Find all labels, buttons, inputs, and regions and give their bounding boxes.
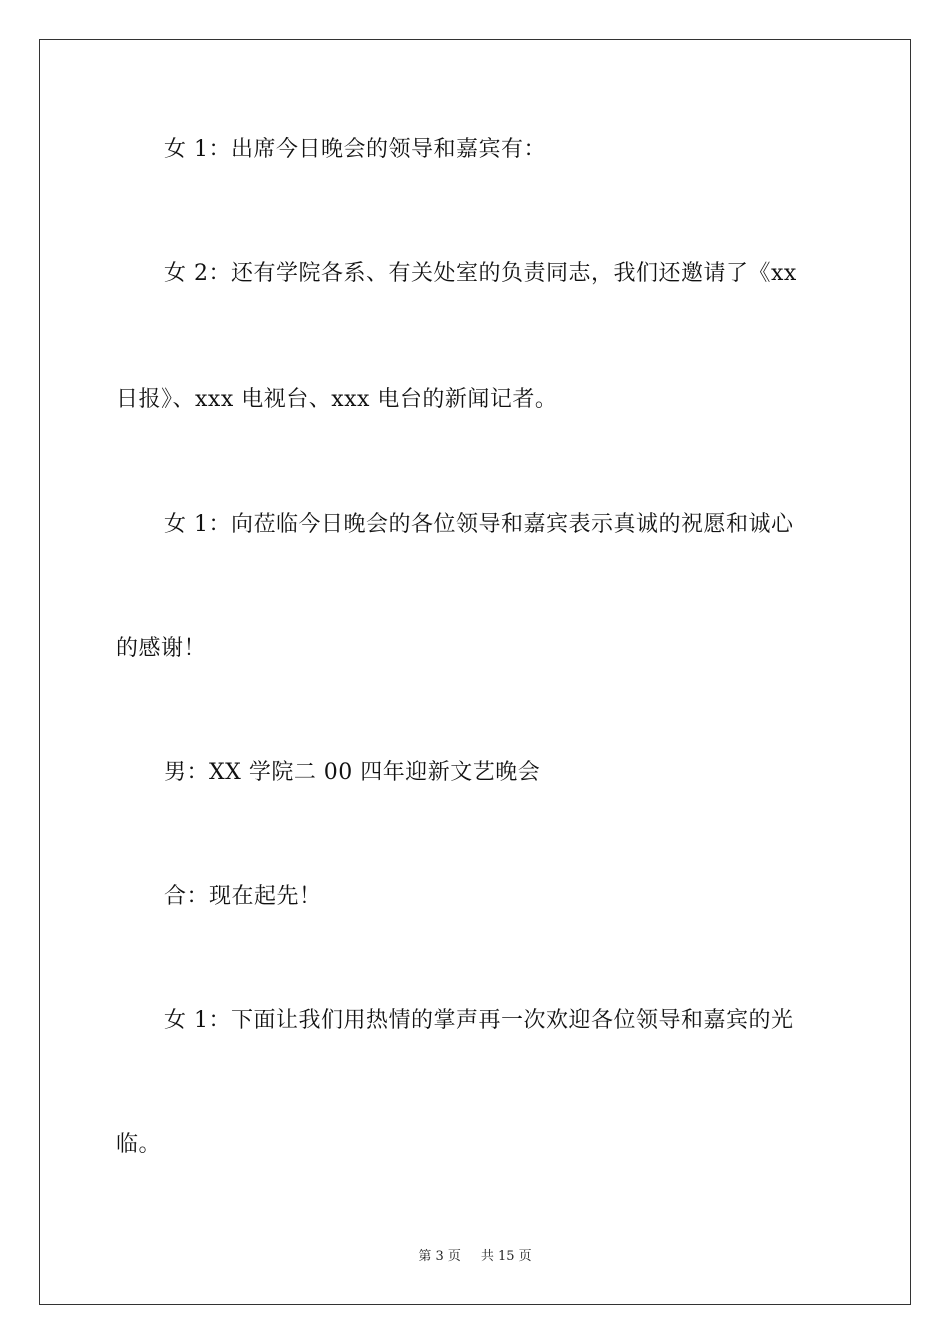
paragraph-line: 女 2：还有学院各系、有关处室的负责同志，我们还邀请了《xx [164,261,797,286]
page-number: 第 3 页 [418,1249,461,1264]
page-border [39,39,911,1305]
page-footer [0,1248,950,1266]
paragraph-line: 男：XX 学院二 00 四年迎新文艺晚会 [164,760,541,785]
total-pages: 共 15 页 [480,1249,532,1264]
paragraph-line: 临。 [116,1132,162,1157]
paragraph-line: 合：现在起先！ [164,884,322,909]
paragraph-line: 的感谢！ [116,636,207,661]
paragraph-line: 女 1：下面让我们用热情的掌声再一次欢迎各位领导和嘉宾的光 [164,1008,794,1033]
paragraph-line: 日报》、xxx 电视台、xxx 电台的新闻记者。 [116,387,558,412]
paragraph-line: 女 1：出席今日晚会的领导和嘉宾有： [164,137,546,162]
paragraph-line: 女 1：向莅临今日晚会的各位领导和嘉宾表示真诚的祝愿和诚心 [164,512,794,537]
